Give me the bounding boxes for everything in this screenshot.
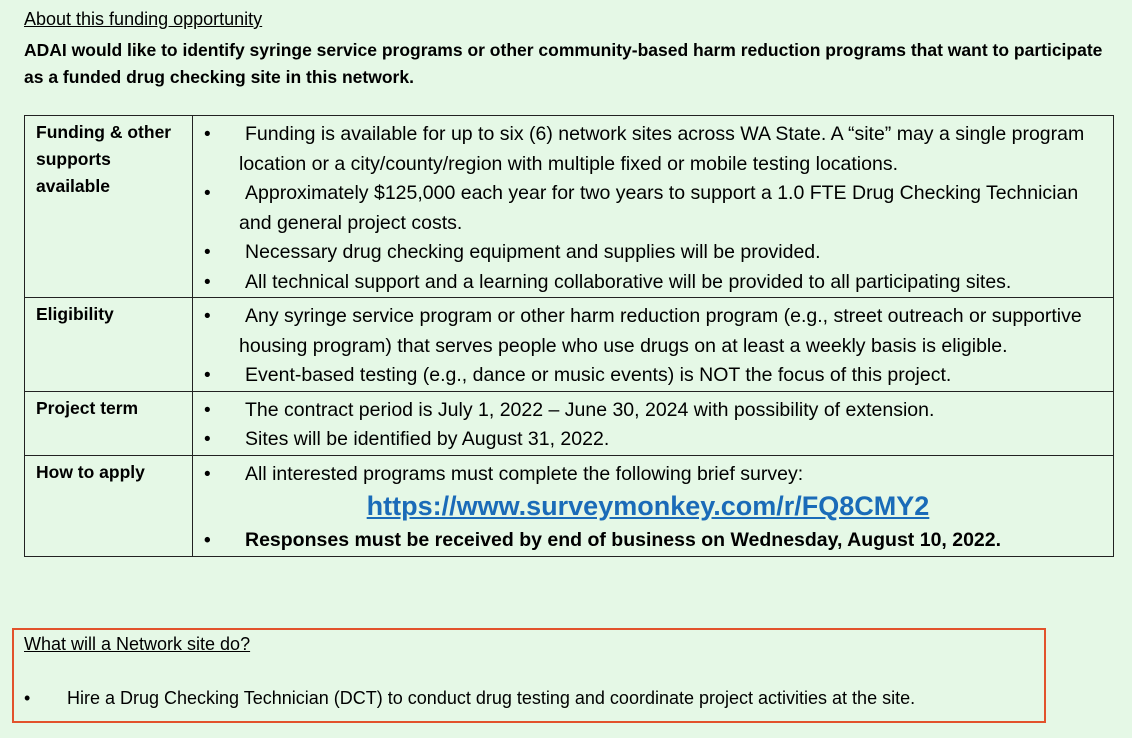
network-site-heading: What will a Network site do? xyxy=(24,634,251,654)
row-content-how-to-apply xyxy=(193,455,1114,556)
row-label-project-term: Project term xyxy=(25,391,193,455)
row-label-how-to-apply: How to apply xyxy=(25,455,193,556)
bullet-icon: • xyxy=(204,530,211,551)
bullet-list xyxy=(193,526,1103,556)
survey-link-row xyxy=(193,489,1103,526)
bullet-icon: • xyxy=(204,242,211,263)
list-item: • Necessary drug checking equipment and supplies will be provided. xyxy=(193,238,1103,268)
table-row-funding xyxy=(25,116,1114,298)
list-item: • Sites will be identified by August 31, 2022. xyxy=(193,425,1103,455)
row-content-funding xyxy=(193,116,1114,298)
list-item: • Responses must be received by end of business on Wednesday, August 10, 2022. xyxy=(193,526,1103,556)
bullet-icon: • xyxy=(204,124,211,145)
list-item: • All technical support and a learning collaborative will be provided to all participating sites. xyxy=(193,268,1103,298)
list-item: • All interested programs must complete the following brief survey: xyxy=(193,460,1103,490)
list-item: • The contract period is July 1, 2022 – June 30, 2024 with possibility of extension. xyxy=(193,396,1103,426)
bullet-icon: • xyxy=(204,306,211,327)
bullet-icon: • xyxy=(24,688,31,708)
bullet-list xyxy=(193,460,1103,490)
bullet-icon: • xyxy=(204,429,211,450)
row-label-funding: Funding & other supports available xyxy=(25,116,193,298)
bullet-list xyxy=(193,302,1103,391)
bullet-list xyxy=(193,396,1103,455)
list-item: • Event-based testing (e.g., dance or music events) is NOT the focus of this project. xyxy=(193,361,1103,391)
table-row-project-term xyxy=(25,391,1114,455)
bullet-icon: • xyxy=(204,463,211,485)
row-content-project-term xyxy=(193,391,1114,455)
table-row-how-to-apply xyxy=(25,455,1114,556)
intro-heading: About this funding opportunity xyxy=(24,9,263,29)
bullet-icon: • xyxy=(204,365,211,386)
bullet-icon: • xyxy=(204,271,211,293)
bullet-icon: • xyxy=(204,399,211,421)
intro-text: ADAI would like to identify syringe service programs or other community-based harm reduction programs that want to participate as a funded drug checking site in this network. xyxy=(24,40,1103,87)
row-label-eligibility: Eligibility xyxy=(25,298,193,392)
row-content-eligibility xyxy=(193,298,1114,392)
list-item: • Approximately $125,000 each year for two years to support a 1.0 FTE Drug Checking Technician and general project costs. xyxy=(193,179,1103,238)
table-row-eligibility xyxy=(25,298,1114,392)
list-item: • Funding is available for up to six (6) network sites across WA State. A “site” may a single program location or a city/county/region with multiple fixed or mobile testing locations. xyxy=(193,120,1103,179)
bullet-list xyxy=(193,120,1103,297)
survey-link[interactable]: https://www.surveymonkey.com/r/FQ8CMY2 xyxy=(366,491,930,521)
bullet-icon: • xyxy=(204,183,211,204)
list-item: • Any syringe service program or other harm reduction program (e.g., street outreach or supportive housing program) that serves people who use drugs on at least a weekly basis is eligible. xyxy=(193,302,1103,361)
funding-info-table xyxy=(24,115,1114,557)
